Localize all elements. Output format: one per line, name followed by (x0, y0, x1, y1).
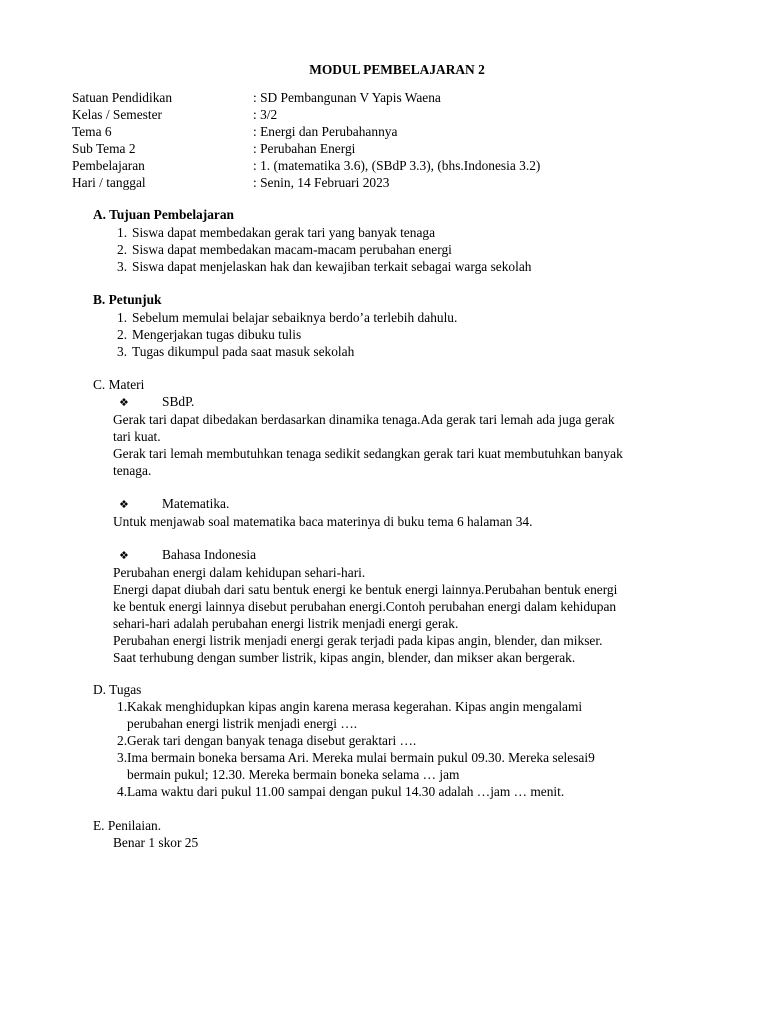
subheading-sbdp: SBdP. (162, 394, 195, 409)
paragraph-line: Perubahan energi listrik menjadi energi gerak terjadi pada kipas angin, blender, dan mikser. (113, 633, 603, 648)
meta-label: Tema 6 (72, 124, 112, 139)
list-number: 3. (117, 750, 128, 765)
section-heading: C. Materi (93, 377, 145, 392)
paragraph-line: tari kuat. (113, 429, 161, 444)
list-number: 2. (117, 327, 128, 342)
list-item: Kakak menghidupkan kipas angin karena merasa kegerahan. Kipas angin mengalami (127, 699, 583, 714)
list-item-continuation: bermain pukul; 12.30. Mereka bermain boneka selama … jam (127, 767, 460, 782)
meta-label: Satuan Pendidikan (72, 90, 173, 105)
list-item: Lama waktu dari pukul 11.00 sampai dengan pukul 14.30 adalah …jam … menit. (127, 784, 565, 799)
list-item: Mengerjakan tugas dibuku tulis (132, 327, 302, 342)
paragraph-line: Energi dapat diubah dari satu bentuk energi ke bentuk energi lainnya.Perubahan bentuk energi (113, 582, 618, 597)
paragraph-line: Gerak tari dapat dibedakan berdasarkan dinamika tenaga.Ada gerak tari lemah ada juga gerak (113, 412, 615, 427)
paragraph-line: ke bentuk energi lainnya disebut perubahan energi.Contoh perubahan energi dalam kehidupan (113, 599, 617, 614)
list-item: Tugas dikumpul pada saat masuk sekolah (132, 344, 355, 359)
diamond-bullet-icon: ❖ (119, 498, 129, 511)
meta-label: Kelas / Semester (72, 107, 162, 122)
meta-label: Hari / tanggal (72, 175, 146, 190)
paragraph-line: Gerak tari lemah membutuhkan tenaga sedikit sedangkan gerak tari kuat membutuhkan banyak (113, 446, 623, 461)
paragraph-line: Saat terhubung dengan sumber listrik, kipas angin, blender, dan mikser akan bergerak. (113, 650, 576, 665)
paragraph-line: sehari-hari adalah perubahan energi listrik menjadi energi gerak. (113, 616, 459, 631)
subheading-matematika: Matematika. (162, 496, 230, 511)
list-number: 3. (117, 259, 128, 274)
meta-value: : Senin, 14 Februari 2023 (253, 175, 390, 190)
section-heading: E. Penilaian. (93, 818, 162, 833)
list-item: Gerak tari dengan banyak tenaga disebut geraktari …. (127, 733, 417, 748)
section-heading: A. Tujuan Pembelajaran (93, 207, 234, 222)
list-number: 1. (117, 699, 128, 714)
paragraph-line: Perubahan energi dalam kehidupan sehari-hari. (113, 565, 366, 580)
list-number: 3. (117, 344, 128, 359)
meta-value: : 3/2 (253, 107, 278, 122)
paragraph-line: Untuk menjawab soal matematika baca materinya di buku tema 6 halaman 34. (113, 514, 533, 529)
diamond-bullet-icon: ❖ (119, 396, 129, 409)
list-number: 1. (117, 225, 128, 240)
meta-value: : 1. (matematika 3.6), (SBdP 3.3), (bhs.Indonesia 3.2) (253, 158, 541, 173)
section-heading: D. Tugas (93, 682, 142, 697)
meta-value: : Energi dan Perubahannya (253, 124, 398, 139)
list-item: Ima bermain boneka bersama Ari. Mereka mulai bermain pukul 09.30. Mereka selesai9 (127, 750, 595, 765)
paragraph-line: tenaga. (113, 463, 152, 478)
list-number: 4. (117, 784, 128, 799)
document-title: MODUL PEMBELAJARAN 2 (309, 62, 485, 77)
diamond-bullet-icon: ❖ (119, 549, 129, 562)
list-number: 2. (117, 733, 128, 748)
list-item: Siswa dapat membedakan gerak tari yang banyak tenaga (132, 225, 436, 240)
meta-label: Pembelajaran (72, 158, 145, 173)
list-item-continuation: perubahan energi listrik menjadi energi …. (127, 716, 358, 731)
subheading-bahasa-indonesia: Bahasa Indonesia (162, 547, 257, 562)
list-item: Siswa dapat menjelaskan hak dan kewajiban terkait sebagai warga sekolah (132, 259, 532, 274)
list-number: 1. (117, 310, 128, 325)
meta-value: : SD Pembangunan V Yapis Waena (253, 90, 441, 105)
meta-label: Sub Tema 2 (72, 141, 136, 156)
section-heading: B. Petunjuk (93, 292, 162, 307)
list-item: Sebelum memulai belajar sebaiknya berdo’a terlebih dahulu. (132, 310, 458, 325)
list-number: 2. (117, 242, 128, 257)
paragraph-line: Benar 1 skor 25 (113, 835, 199, 850)
meta-value: : Perubahan Energi (253, 141, 356, 156)
list-item: Siswa dapat membedakan macam-macam perubahan energi (132, 242, 452, 257)
